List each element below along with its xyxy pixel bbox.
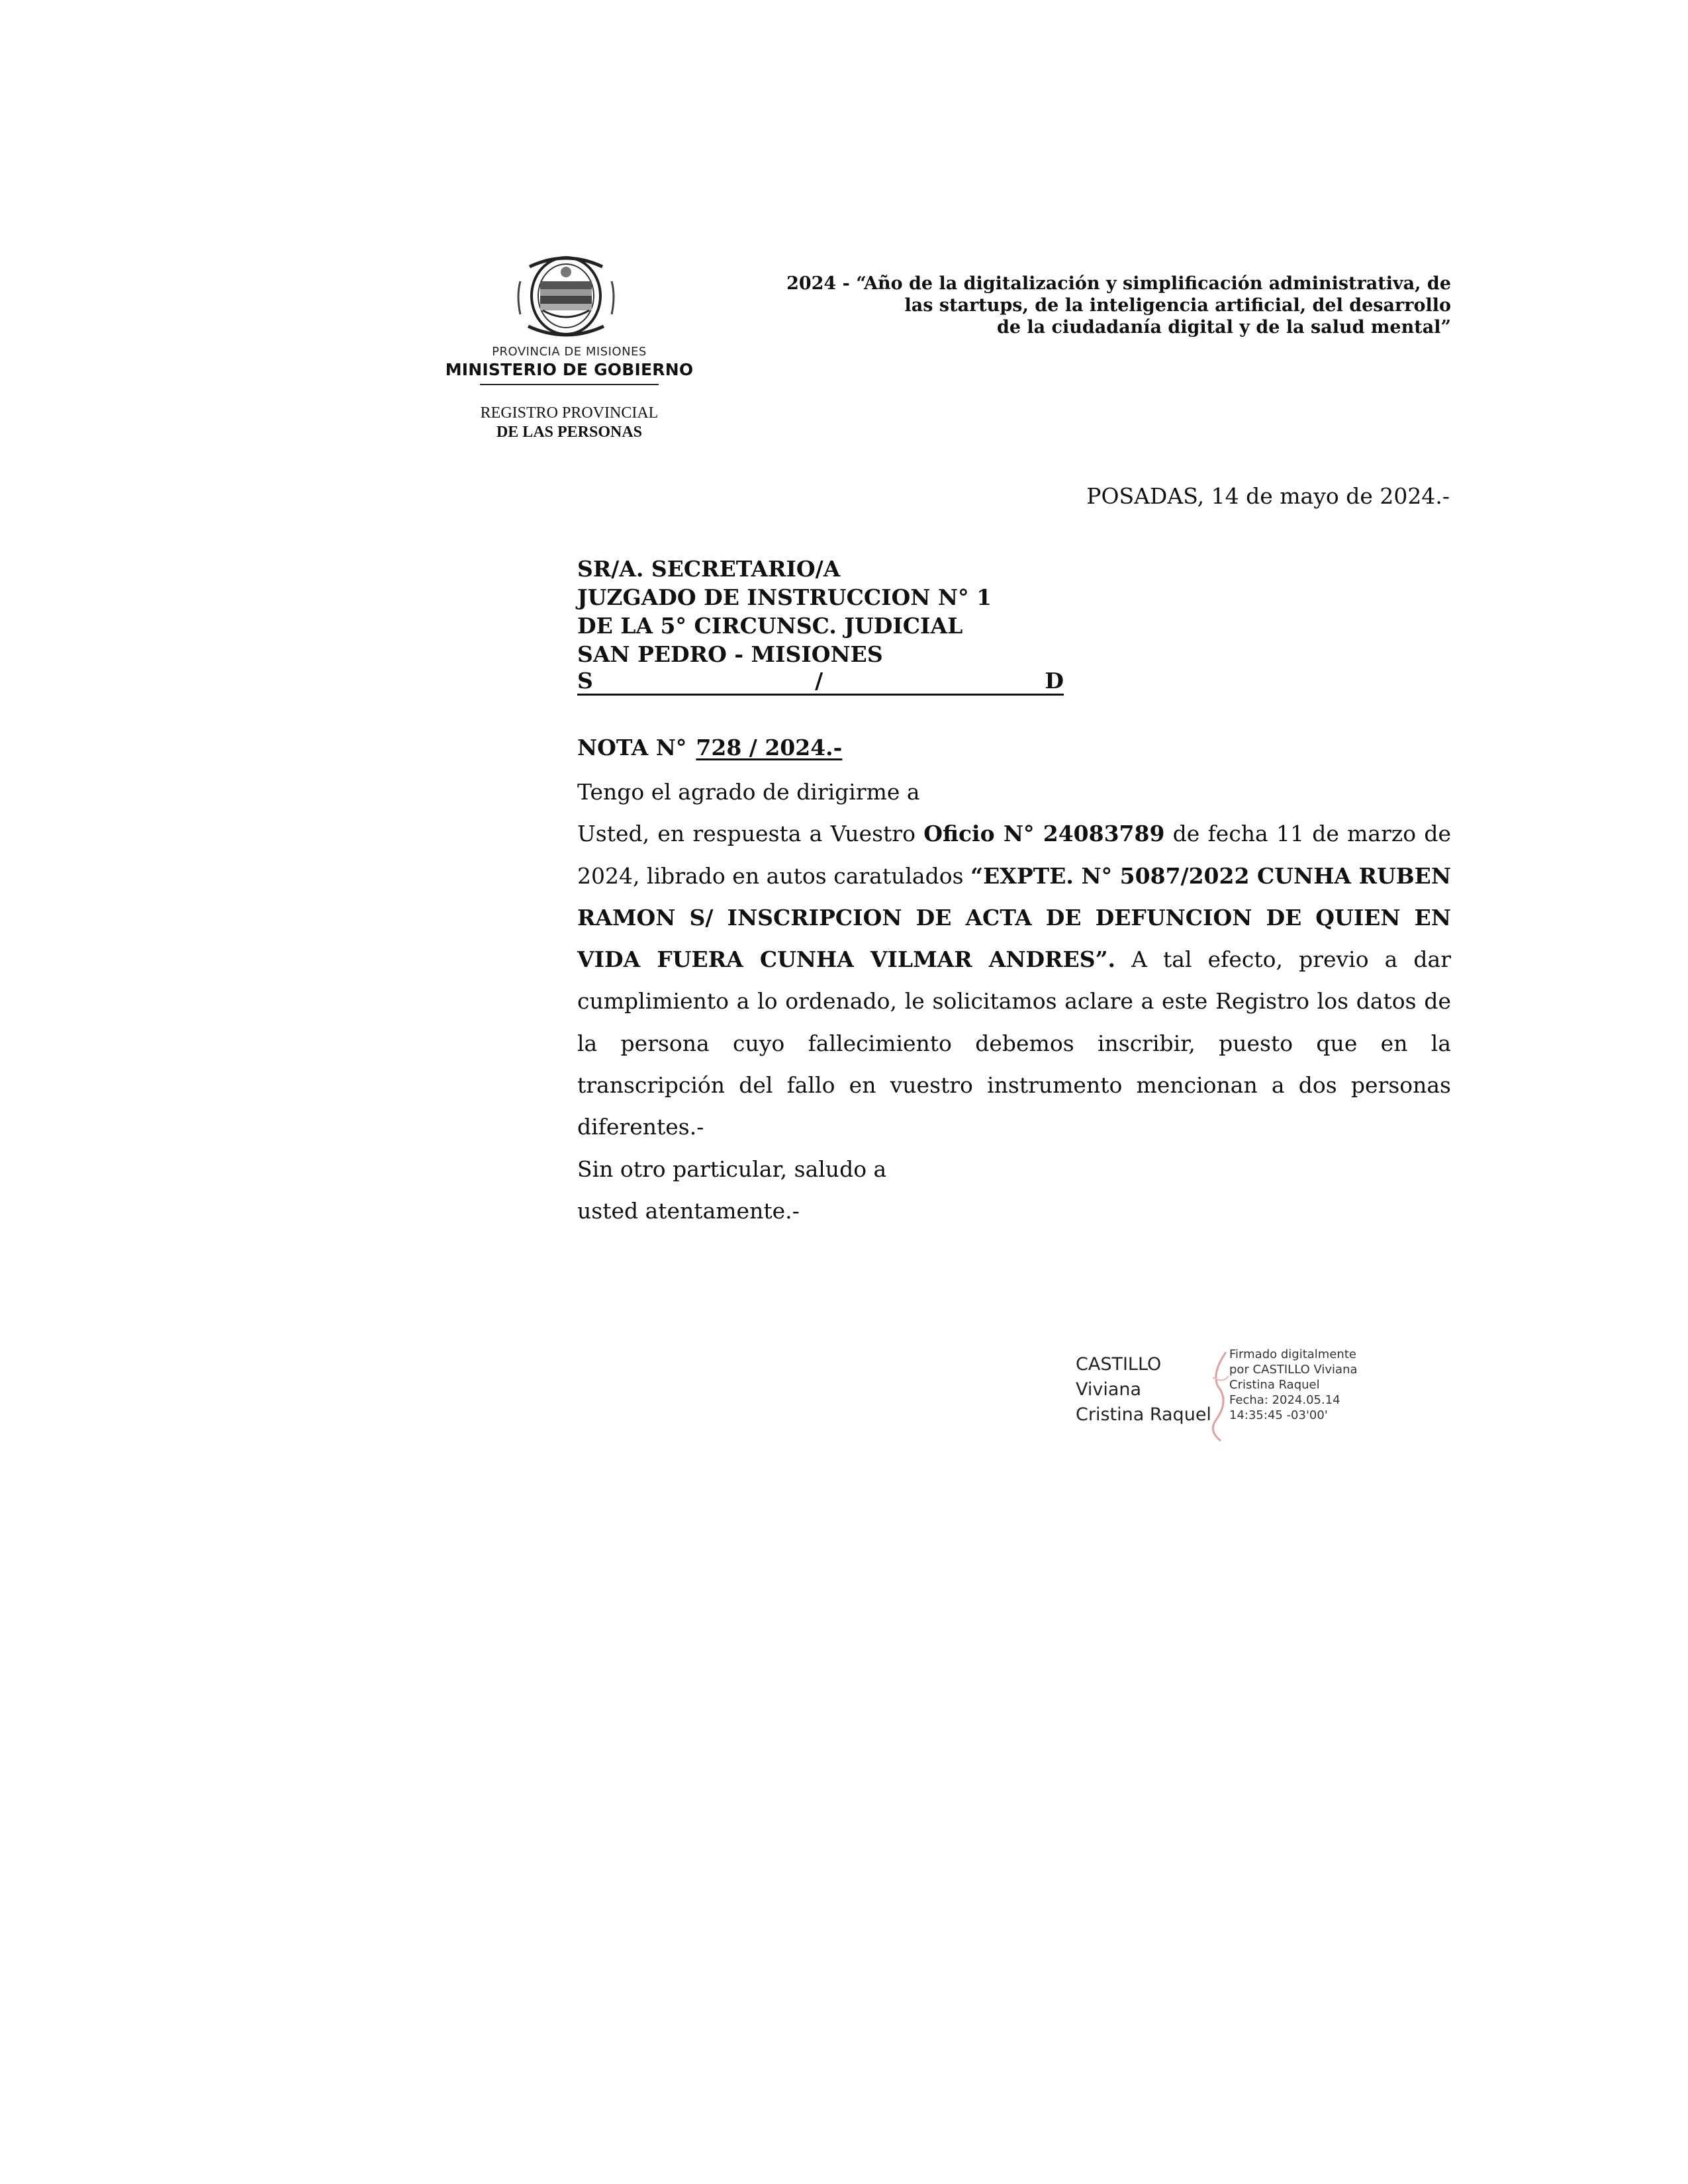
addressee-line-2: JUZGADO DE INSTRUCCION N° 1 — [577, 584, 992, 610]
registry-line-2: DE LAS PERSONAS — [496, 424, 643, 441]
nota-line — [577, 735, 842, 760]
addressee-block — [577, 555, 1080, 696]
coat-of-arms-icon — [516, 255, 616, 341]
signer-name-line-2: Viviana — [1076, 1379, 1142, 1400]
registry-block — [457, 404, 682, 442]
year-motto — [635, 273, 1451, 338]
closing-line-2: usted atentamente.- — [577, 1197, 800, 1224]
signer-name — [1076, 1352, 1211, 1428]
sd-d: D — [1045, 668, 1064, 694]
body-text-a: Usted, en respuesta a Vuestro — [577, 821, 924, 847]
signer-name-line-1: CASTILLO — [1076, 1354, 1162, 1375]
province-label: PROVINCIA DE MISIONES — [492, 345, 647, 359]
ministry-label: MINISTERIO DE GOBIERNO — [445, 360, 694, 379]
nota-label: NOTA N° — [577, 735, 687, 760]
addressee-line-4: SAN PEDRO - MISIONES — [577, 641, 883, 667]
nota-number: 728 / 2024.- — [696, 735, 843, 760]
addressee-line-1: SR/A. SECRETARIO/A — [577, 556, 841, 582]
body-text-c: A tal efecto, previo a dar cumplimiento a lo ordenado, le solicitamos aclare a este Registro los datos de la persona cuyo fallecimiento debemos inscribir, puesto que en la transcripción del fallo en vuestro instrumento mencionan a dos personas diferentes.- — [577, 946, 1451, 1140]
oficio-reference: Oficio N° 24083789 — [923, 821, 1165, 847]
sd-slash: / — [815, 668, 823, 694]
signature-detail-2: por CASTILLO Viviana — [1229, 1363, 1358, 1377]
letter-body — [577, 771, 1451, 1232]
body-text-b: de fecha 11 de marzo de 2024, librado en autos caratulados — [577, 821, 1452, 889]
signature-details — [1229, 1347, 1358, 1423]
addressee-line-3: DE LA 5° CIRCUNSC. JUDICIAL — [577, 613, 963, 639]
expte-reference: “EXPTE. N° 5087/2022 CUNHA RUBEN RAMON S/ INSCRIPCION DE ACTA DE DEFUNCION DE QUIEN EN VIDA FUERA CUNHA VILMAR ANDRES”. — [577, 862, 1451, 973]
signature-detail-5: 14:35:45 -03'00' — [1229, 1408, 1328, 1422]
sd-s: S — [577, 668, 593, 694]
digital-signature — [1076, 1347, 1446, 1446]
body-paragraph — [577, 813, 1451, 1148]
motto-line-1: 2024 - “Año de la digitalización y simplificación administrativa, de — [786, 273, 1451, 294]
motto-line-2: las startups, de la inteligencia artificial, del desarrollo — [904, 295, 1451, 316]
sd-line — [577, 668, 1064, 696]
date-line: POSADAS, 14 de mayo de 2024.- — [1086, 483, 1450, 509]
ministry-divider — [480, 384, 659, 385]
registry-line-1: REGISTRO PROVINCIAL — [480, 404, 659, 422]
signature-detail-3: Cristina Raquel — [1229, 1378, 1320, 1392]
signer-name-line-3: Cristina Raquel — [1076, 1404, 1211, 1425]
signature-detail-4: Fecha: 2024.05.14 — [1229, 1393, 1340, 1407]
body-opening: Tengo el agrado de dirigirme a — [577, 779, 920, 805]
ministry-block — [444, 344, 695, 385]
closing-line-1: Sin otro particular, saludo a — [577, 1156, 887, 1182]
signature-detail-1: Firmado digitalmente — [1229, 1347, 1356, 1361]
motto-line-3: de la ciudadanía digital y de la salud mental” — [996, 317, 1451, 338]
